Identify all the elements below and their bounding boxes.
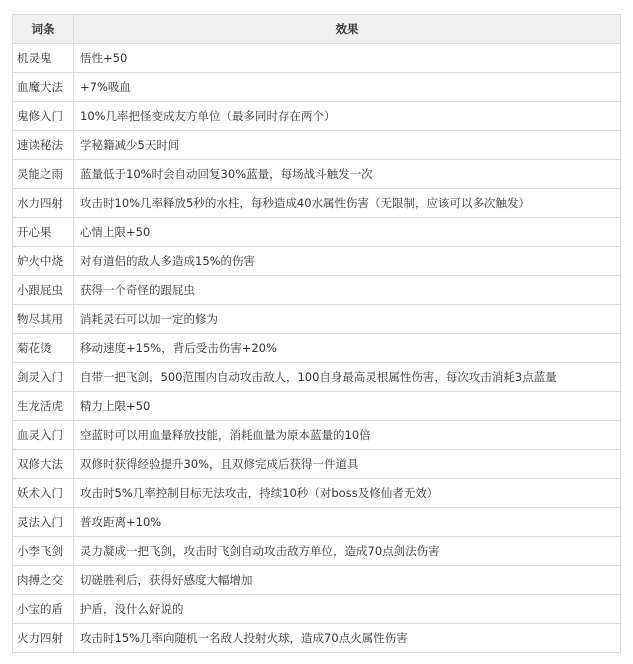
header-effect: 效果: [74, 15, 621, 44]
entry-name: 妒火中烧: [13, 247, 74, 276]
entry-effect: 消耗灵石可以加一定的修为: [74, 305, 621, 334]
table-row: [13, 218, 621, 247]
entry-effect: 精力上限+50: [74, 392, 621, 421]
table-row: [13, 102, 621, 131]
table-row: [13, 392, 621, 421]
table-row: [13, 276, 621, 305]
entry-effect: 心情上限+50: [74, 218, 621, 247]
entry-effect: 普攻距离+10%: [74, 508, 621, 537]
table-row: [13, 363, 621, 392]
table-row: [13, 450, 621, 479]
entry-name: 剑灵入门: [13, 363, 74, 392]
table-row: [13, 305, 621, 334]
entry-effect: 移动速度+15%，背后受击伤害+20%: [74, 334, 621, 363]
entry-effect: 双修时获得经验提升30%，且双修完成后获得一件道具: [74, 450, 621, 479]
entry-name: 火力四射: [13, 624, 74, 653]
entry-effect: 空蓝时可以用血量释放技能，消耗血量为原本蓝量的10倍: [74, 421, 621, 450]
entry-name: 双修大法: [13, 450, 74, 479]
entry-name: 小李飞剑: [13, 537, 74, 566]
entry-effect: 攻击时10%几率释放5秒的水柱，每秒造成40水属性伤害（无限制，应该可以多次触发）: [74, 189, 621, 218]
entry-name: 血灵入门: [13, 421, 74, 450]
table-row: [13, 537, 621, 566]
entry-name: 生龙活虎: [13, 392, 74, 421]
entry-name: 妖术入门: [13, 479, 74, 508]
table-row: [13, 595, 621, 624]
entry-effect: 护盾，没什么好说的: [74, 595, 621, 624]
entry-name: 小跟屁虫: [13, 276, 74, 305]
entry-effect: 悟性+50: [74, 44, 621, 73]
header-entry: 词条: [13, 15, 74, 44]
table-row: [13, 566, 621, 595]
entry-name: 机灵鬼: [13, 44, 74, 73]
table-row: [13, 44, 621, 73]
table-row: [13, 508, 621, 537]
entry-name: 小宝的盾: [13, 595, 74, 624]
table-row: [13, 247, 621, 276]
entry-effect: 对有道侣的敌人多造成15%的伤害: [74, 247, 621, 276]
entry-effect: 攻击时5%几率控制目标无法攻击，持续10秒（对boss及修仙者无效）: [74, 479, 621, 508]
entry-effect: 自带一把飞剑，500范围内自动攻击敌人，100自身最高灵根属性伤害，每次攻击消耗3点蓝量: [74, 363, 621, 392]
entry-name: 水力四射: [13, 189, 74, 218]
entry-name: 物尽其用: [13, 305, 74, 334]
entry-effect: 10%几率把怪变成友方单位（最多同时存在两个）: [74, 102, 621, 131]
table-header-row: [13, 15, 621, 44]
entry-effect: 攻击时15%几率向随机一名敌人投射火球，造成70点火属性伤害: [74, 624, 621, 653]
entry-effect: +7%吸血: [74, 73, 621, 102]
table-row: [13, 421, 621, 450]
entry-name: 菊花烫: [13, 334, 74, 363]
table-row: [13, 479, 621, 508]
entry-name: 灵能之雨: [13, 160, 74, 189]
entry-name: 开心果: [13, 218, 74, 247]
entry-effect: 灵力凝成一把飞剑，攻击时飞剑自动攻击敌方单位，造成70点剑法伤害: [74, 537, 621, 566]
entry-effects-table: [12, 14, 621, 653]
entry-effect: 切磋胜利后，获得好感度大幅增加: [74, 566, 621, 595]
table-row: [13, 160, 621, 189]
table-row: [13, 131, 621, 160]
entry-name: 灵法入门: [13, 508, 74, 537]
entry-effects-table-container: [12, 14, 620, 653]
table-row: [13, 334, 621, 363]
table-row: [13, 73, 621, 102]
entry-effect: 蓝量低于10%时会自动回复30%蓝量，每场战斗触发一次: [74, 160, 621, 189]
table-row: [13, 189, 621, 218]
entry-name: 血魔大法: [13, 73, 74, 102]
entry-effect: 获得一个奇怪的跟屁虫: [74, 276, 621, 305]
entry-name: 肉搏之交: [13, 566, 74, 595]
entry-name: 速读秘法: [13, 131, 74, 160]
entry-effect: 学秘籍减少5天时间: [74, 131, 621, 160]
table-row: [13, 624, 621, 653]
entry-name: 鬼修入门: [13, 102, 74, 131]
